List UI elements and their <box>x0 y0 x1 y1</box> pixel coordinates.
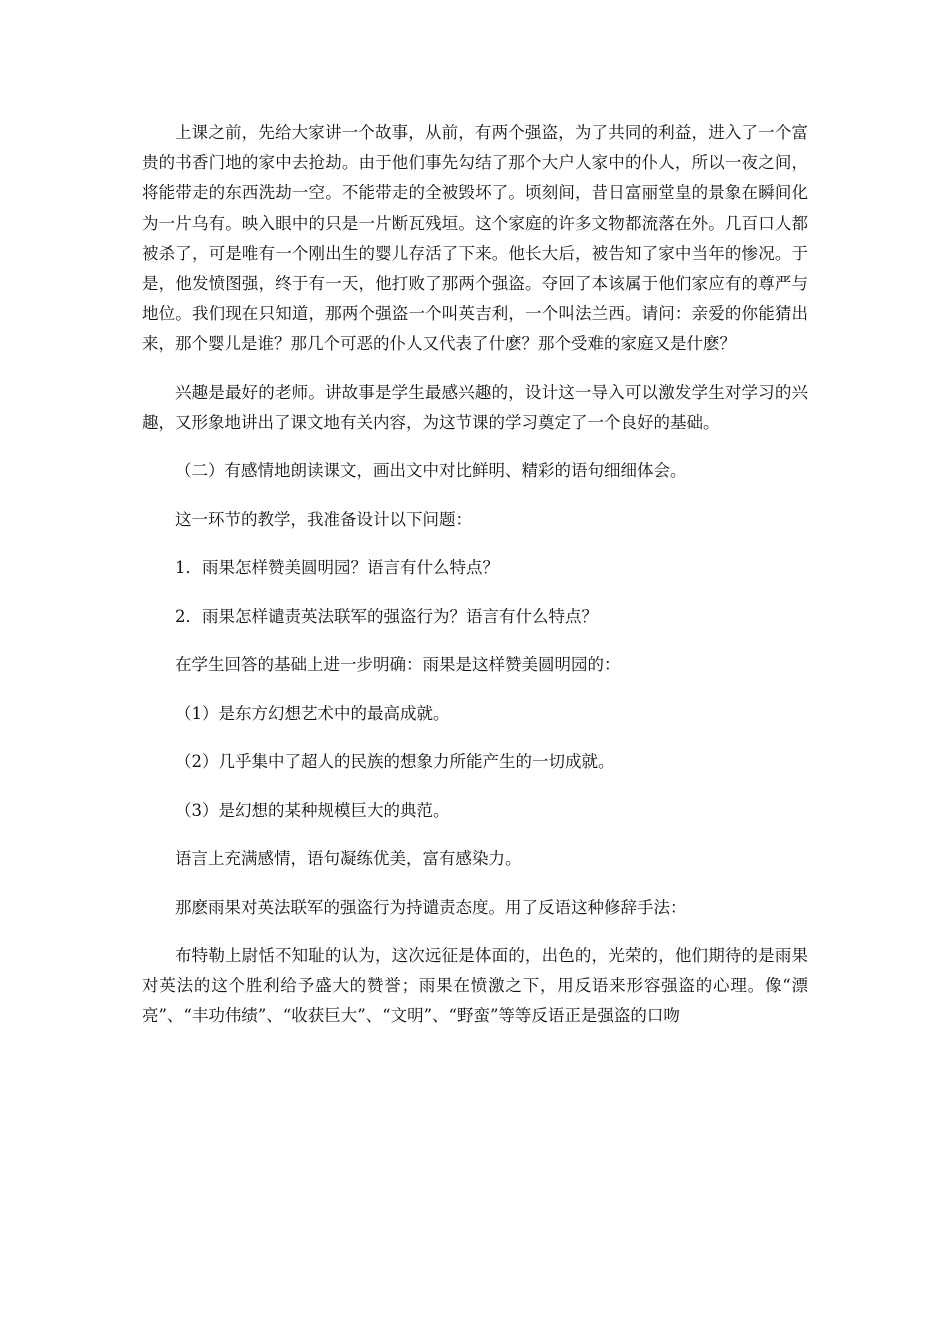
question-2: 2．雨果怎样谴责英法联军的强盗行为？语言有什么特点？ <box>175 606 598 626</box>
document-body <box>142 118 808 1032</box>
story-paragraph: 上课之前，先给大家讲一个故事，从前，有两个强盗，为了共同的利益，进入了一个富贵的书香门地的家中去抢劫。由于他们事先勾结了那个大户人家中的仆人，所以一夜之间，将能带走的东西洗劫一空。不能带走的全被毁坏了。顷刻间，昔日富丽堂皇的景象在瞬间化为一片乌有。映入眼中的只是一片断瓦残垣。这个家庭的许多文物都流落在外。几百口人都被杀了，可是唯有一个刚出生的婴儿存活了下来。他长大后，被告知了家中当年的惨况。于是，他发愤图强，终于有一天，他打败了那两个强盗。夺回了本该属于他们家应有的尊严与地位。我们现在只知道，那两个强盗一个叫英吉利，一个叫法兰西。请问：亲爱的你能猜出来，那个婴儿是谁？那几个可恶的仆人又代表了什麽？那个受难的家庭又是什麽？ <box>142 123 808 354</box>
section-heading: （二）有感情地朗读课文，画出文中对比鲜明、精彩的语句细细体会。 <box>175 461 687 481</box>
clarification-line: 在学生回答的基础上进一步明确：雨果是这样赞美圆明园的： <box>175 655 621 675</box>
list-item: （3）是幻想的某种规模巨大的典范。 <box>175 800 450 820</box>
interest-paragraph: 兴趣是最好的老师。讲故事是学生最感兴趣的，设计这一导入可以激发学生对学习的兴趣，又形象地讲出了课文地有关内容，为这节课的学习奠定了一个良好的基础。 <box>142 382 808 432</box>
intro-line: 这一环节的教学，我准备设计以下问题： <box>175 509 472 529</box>
irony-note: 那麽雨果对英法联军的强盗行为持谴责态度。用了反语这种修辞手法： <box>175 897 687 917</box>
list-item: （1）是东方幻想艺术中的最高成就。 <box>175 703 450 723</box>
question-1: 1．雨果怎样赞美圆明园？语言有什么特点？ <box>175 558 499 578</box>
butler-paragraph: 布特勒上尉恬不知耻的认为，这次远征是体面的，出色的，光荣的，他们期待的是雨果对英法的这个胜利给予盛大的赞誉；雨果在愤激之下，用反语来形容强盗的心理。像“漂亮”、“丰功伟绩”、“收获巨大”、“文明”、“野蛮”等等反语正是强盗的口吻 <box>142 946 808 1026</box>
list-item: （2）几乎集中了超人的民族的想象力所能产生的一切成就。 <box>175 752 615 772</box>
language-note: 语言上充满感情，语句凝练优美，富有感染力。 <box>175 849 522 869</box>
